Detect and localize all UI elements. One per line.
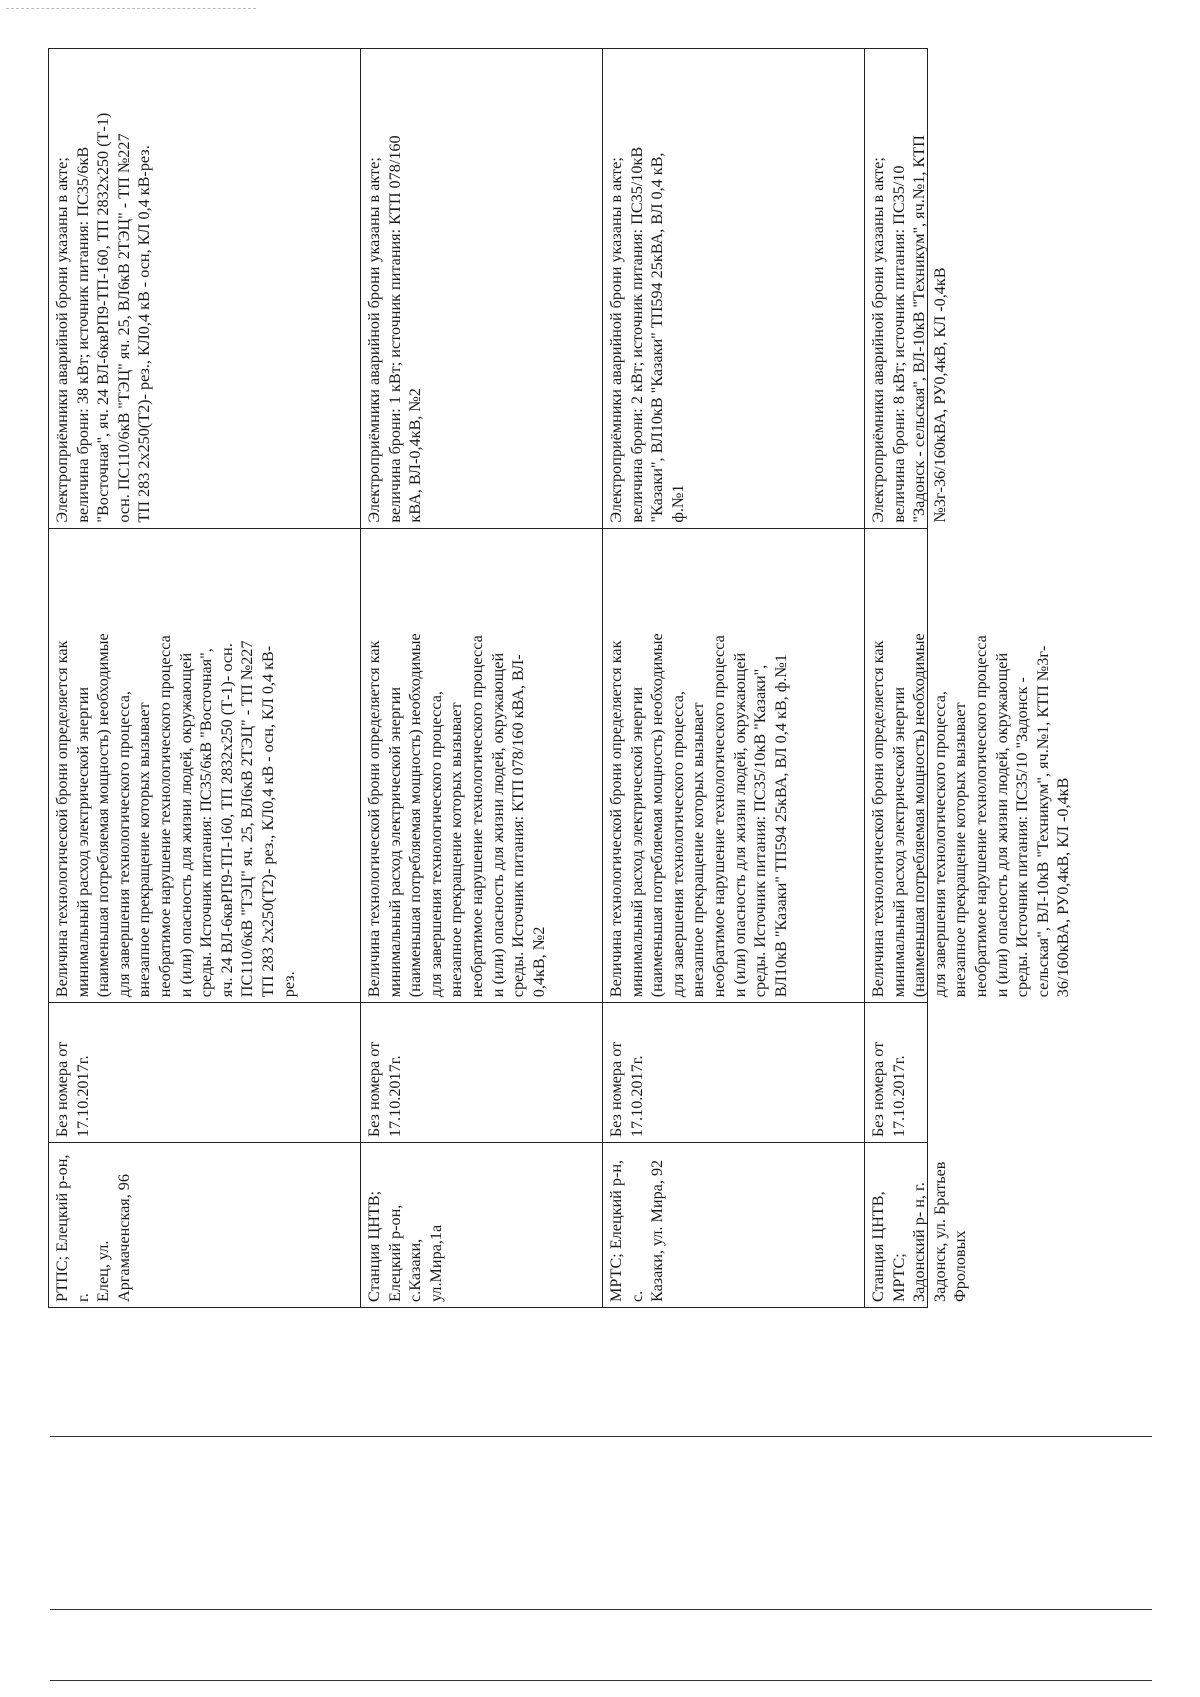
horizontal-rule bbox=[50, 1436, 1152, 1437]
table-row bbox=[602, 48, 864, 1308]
emergency-reserve-cell: Электроприёмники аварийной брони указаны в акте; величина брони: 8 кВт; источник питания: ПС35/10 "Задонск - сельская", ВЛ-10кВ "Техникум", яч.№1, КТП №3г-36/160кВА, РУ0,4кВ, КЛ -0,4кВ bbox=[865, 48, 927, 528]
tech-reserve-cell: Величина технологической брони определяется как минимальный расход электрической энергии (наименьшая потребляемая мощность) необходимые для завершения технологического процесса, внезапное прекращение которых вызывает необратимое нарушение технологического процесса и (или) опасность для жизни людей, окружающей среды. Источник питания: ПС35/6кВ "Восточная", яч. 24 ВЛ-6квРП9-ТП-160, ТП 2832х250 (Т-1)- осн. ПС110/6кВ "ТЭЦ" яч. 25, ВЛ6кВ 2ТЭЦ" - ТП №227 ТП 283 2х250(Т2)- рез., КЛ0,4 кВ - осн, КЛ 0,4 кВ- рез. bbox=[49, 528, 360, 1003]
reservation-table bbox=[48, 48, 1073, 1308]
act-cell: Без номера от 17.10.2017г. bbox=[603, 1002, 864, 1142]
emergency-reserve-cell: Электроприёмники аварийной брони указаны в акте; величина брони: 38 кВт; источник питания: ПС35/6кВ "Восточная", яч. 24 ВЛ-6квРП9-ТП-160, ТП 2832х250 (Т-1) осн. ПС110/6кВ "ТЭЦ" яч. 25, ВЛ6кВ 2ТЭЦ" - ТП №227 ТП 283 2х250(Т2)- рез., КЛ0,4 кВ - осн, КЛ 0,4 кВ-рез. bbox=[49, 48, 360, 528]
act-cell: Без номера от 17.10.2017г. bbox=[49, 1002, 360, 1142]
horizontal-rule bbox=[50, 1609, 1152, 1610]
table-row bbox=[48, 48, 360, 1308]
scan-edge-mark bbox=[6, 8, 256, 9]
table-row bbox=[864, 48, 1073, 1308]
object-cell: Станция ЦНТВ; Елецкий р-он, с.Казаки, ул.Мира,1а bbox=[361, 1142, 602, 1307]
emergency-reserve-cell: Электроприёмники аварийной брони указаны в акте; величина брони: 2 кВт; источник питания: ПС35/10кВ "Казаки", ВЛ10кВ "Казаки" ТП594 25кВА, ВЛ 0,4 кВ, ф.№1 bbox=[603, 48, 864, 528]
act-cell: Без номера от 17.10.2017г. bbox=[361, 1002, 602, 1142]
tech-reserve-cell: Величина технологической брони определяется как минимальный расход электрической энергии (наименьшая потребляемая мощность) необходимые для завершения технологического процесса, внезапное прекращение которых вызывает необратимое нарушение технологического процесса и (или) опасность для жизни людей, окружающей среды. Источник питания: ПС35/10кВ "Казаки", ВЛ10кВ "Казаки" ТП594 25кВА, ВЛ 0,4 кВ, ф.№1 bbox=[603, 528, 864, 1003]
object-cell: Станция ЦНТВ, МРТС; Задонский р- н, г. Задонск, ул. Братьев Фроловых bbox=[865, 1142, 927, 1307]
table-row bbox=[360, 48, 602, 1308]
emergency-reserve-cell: Электроприёмники аварийной брони указаны в акте; величина брони: 1 кВт; источник питания: КТП 078/160 кВА, ВЛ-0,4кВ, №2 bbox=[361, 48, 602, 528]
object-cell: РТПС; Елецкий р-он, г. Елец, ул. Аргамаченская, 96 bbox=[49, 1142, 360, 1307]
tech-reserve-cell: Величина технологической брони определяется как минимальный расход электрической энергии (наименьшая потребляемая мощность) необходимые для завершения технологического процесса, внезапное прекращение которых вызывает необратимое нарушение технологического процесса и (или) опасность для жизни людей, окружающей среды. Источник питания: КТП 078/160 кВА, ВЛ- 0,4кВ, №2 bbox=[361, 528, 602, 1003]
tech-reserve-cell: Величина технологической брони определяется как минимальный расход электрической энергии (наименьшая потребляемая мощность) необходимые для завершения технологического процесса, внезапное прекращение которых вызывает необратимое нарушение технологического процесса и (или) опасность для жизни людей, окружающей среды. Источник питания: ПС35/10 "Задонск - сельская", ВЛ-10кВ "Техникум", яч.№1, КТП №3г- 36/160кВА, РУ0,4кВ, КЛ -0,4кВ bbox=[865, 528, 927, 1003]
object-cell: МРТС; Елецкий р-н, с. Казаки, ул. Мира, 92 bbox=[603, 1142, 864, 1307]
act-cell: Без номера от 17.10.2017г. bbox=[865, 1002, 927, 1142]
horizontal-rule bbox=[50, 1680, 1152, 1681]
